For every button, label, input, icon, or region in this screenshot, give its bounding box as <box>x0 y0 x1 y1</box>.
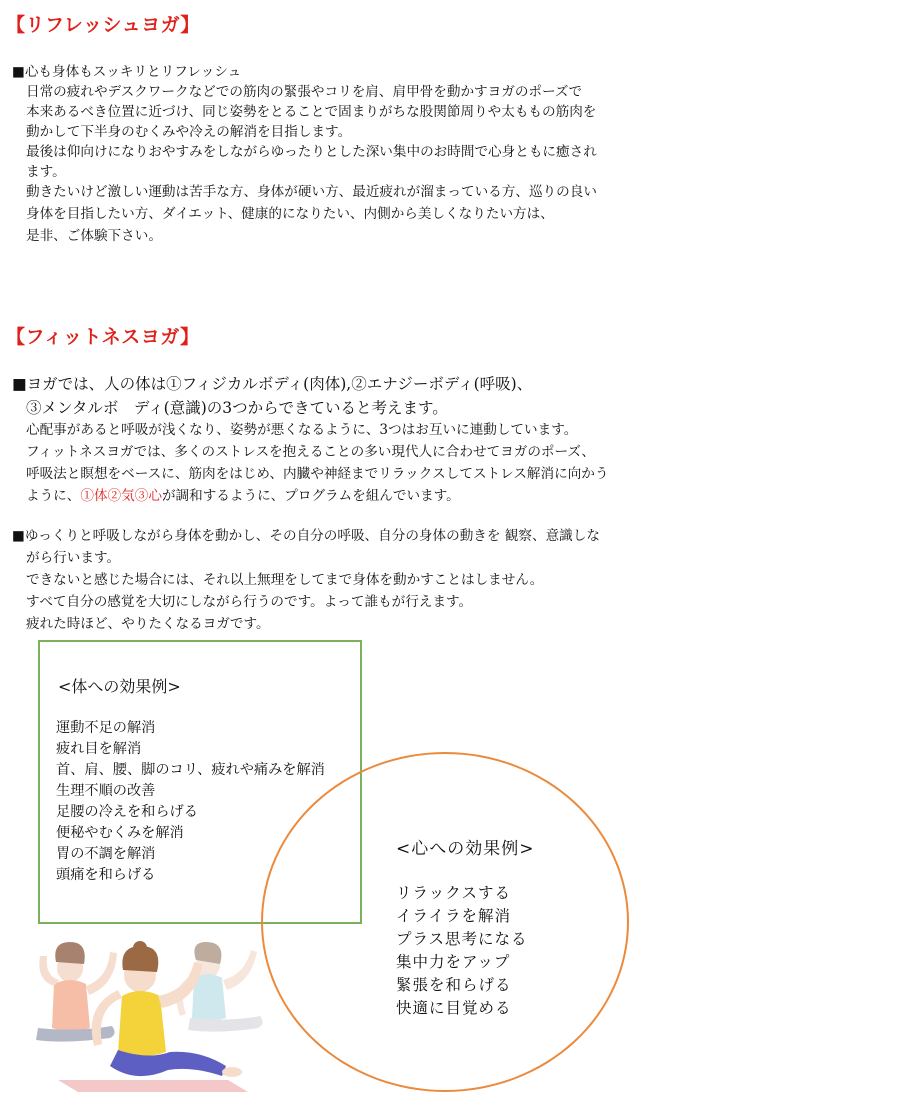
yoga-women-illustration <box>18 930 268 1105</box>
fitness-text-prefix: ように、 <box>26 488 81 504</box>
body-effect-item: 胃の不調を解消 <box>56 846 156 862</box>
fitness-text-suffix: が調和するように、プログラムを組んでいます。 <box>161 488 460 504</box>
fitness-bullet-line: ■ゆっくりと呼吸しながら身体を動かし、その自分の呼吸、自分の身体の動きを 観察、意識しな <box>12 528 600 544</box>
mind-effects-title: <心への効果例> <box>396 839 535 859</box>
fitness-text-line: できないと感じた場合には、それ以上無理をしてまで身体を動かすことはしません。 <box>26 572 544 588</box>
refresh-text-line: 動きたいけど激しい運動は苦手な方、身体が硬い方、最近疲れが溜まっている方、巡りの良い <box>26 184 597 200</box>
refresh-text-line: 最後は仰向けになりおやすみをしながらゆったりとした深い集中のお時間で心身ともに癒され <box>26 144 597 160</box>
fitness-bullet-line: ■ヨガでは、人の体は①フィジカルボディ(肉体),②エナジーボディ(呼吸)、 <box>12 375 533 393</box>
refresh-bullet-line: ■心も身体もスッキリとリフレッシュ <box>12 64 242 80</box>
mind-effect-item: プラス思考になる <box>396 930 528 948</box>
body-effect-item: 首、肩、腰、脚のコリ、疲れや痛みを解消 <box>56 762 325 778</box>
body-effect-item: 便秘やむくみを解消 <box>56 825 184 841</box>
body-energy-mind-highlight: ①体②気③心 <box>80 488 162 504</box>
fitness-text-line: フィットネスヨガでは、多くのストレスを抱えることの多い現代人に合わせてヨガのポーズ、 <box>26 444 596 460</box>
mind-effect-item: 集中力をアップ <box>396 953 511 971</box>
yoga-mat <box>58 1080 248 1092</box>
fitness-text-line-highlight <box>26 486 460 506</box>
mind-effect-item: リラックスする <box>396 884 512 902</box>
body-effect-item: 運動不足の解消 <box>56 720 156 736</box>
body-effect-item: 疲れ目を解消 <box>56 741 142 757</box>
body-effect-item: 足腰の冷えを和らげる <box>56 804 198 820</box>
section-heading-refresh-yoga: 【リフレッシュヨガ】 <box>6 14 200 36</box>
fitness-text-line: 呼吸法と瞑想をベースに、筋肉をはじめ、内臓や神経までリラックスしてストレス解消に向かう <box>26 466 609 482</box>
mind-effect-item: 快適に目覚める <box>396 999 512 1017</box>
refresh-text-line: ます。 <box>26 164 66 180</box>
fitness-text-line: すべて自分の感覚を大切にしながら行うのです。よって誰もが行えます。 <box>26 594 473 610</box>
section-heading-fitness-yoga: 【フィットネスヨガ】 <box>6 326 200 348</box>
refresh-text-line: 身体を目指したい方、ダイエット、健康的になりたい、内側から美しくなりたい方は、 <box>26 206 554 222</box>
refresh-text-line: 日常の疲れやデスクワークなどでの筋肉の緊張やコリを肩、肩甲骨を動かすヨガのポーズで <box>26 84 583 100</box>
body-effects-title: <体への効果例> <box>58 677 181 696</box>
mind-effect-item: イライラを解消 <box>396 907 512 925</box>
body-effect-item: 頭痛を和らげる <box>56 867 156 883</box>
background-yogi-left <box>36 942 117 1042</box>
refresh-text-line: 本来あるべき位置に近づけ、同じ姿勢をとることで固まりがちな股関節周りや太ももの筋肉を <box>26 104 597 120</box>
fitness-text-line: がら行います。 <box>26 550 121 566</box>
refresh-text-line: 是非、ご体験下さい。 <box>26 228 162 244</box>
mind-effect-item: 緊張を和らげる <box>396 976 512 994</box>
fitness-text-line: 疲れた時ほど、やりたくなるヨガです。 <box>26 616 270 632</box>
fitness-text-line: ③メンタルボ ディ(意識)の3つからできていると考えます。 <box>26 399 448 417</box>
fitness-text-line: 心配事があると呼吸が浅くなり、姿勢が悪くなるように、3つはお互いに連動しています。 <box>26 422 578 438</box>
refresh-text-line: 動かして下半身のむくみや冷えの解消を目指します。 <box>26 124 352 140</box>
body-effect-item: 生理不順の改善 <box>56 783 156 799</box>
